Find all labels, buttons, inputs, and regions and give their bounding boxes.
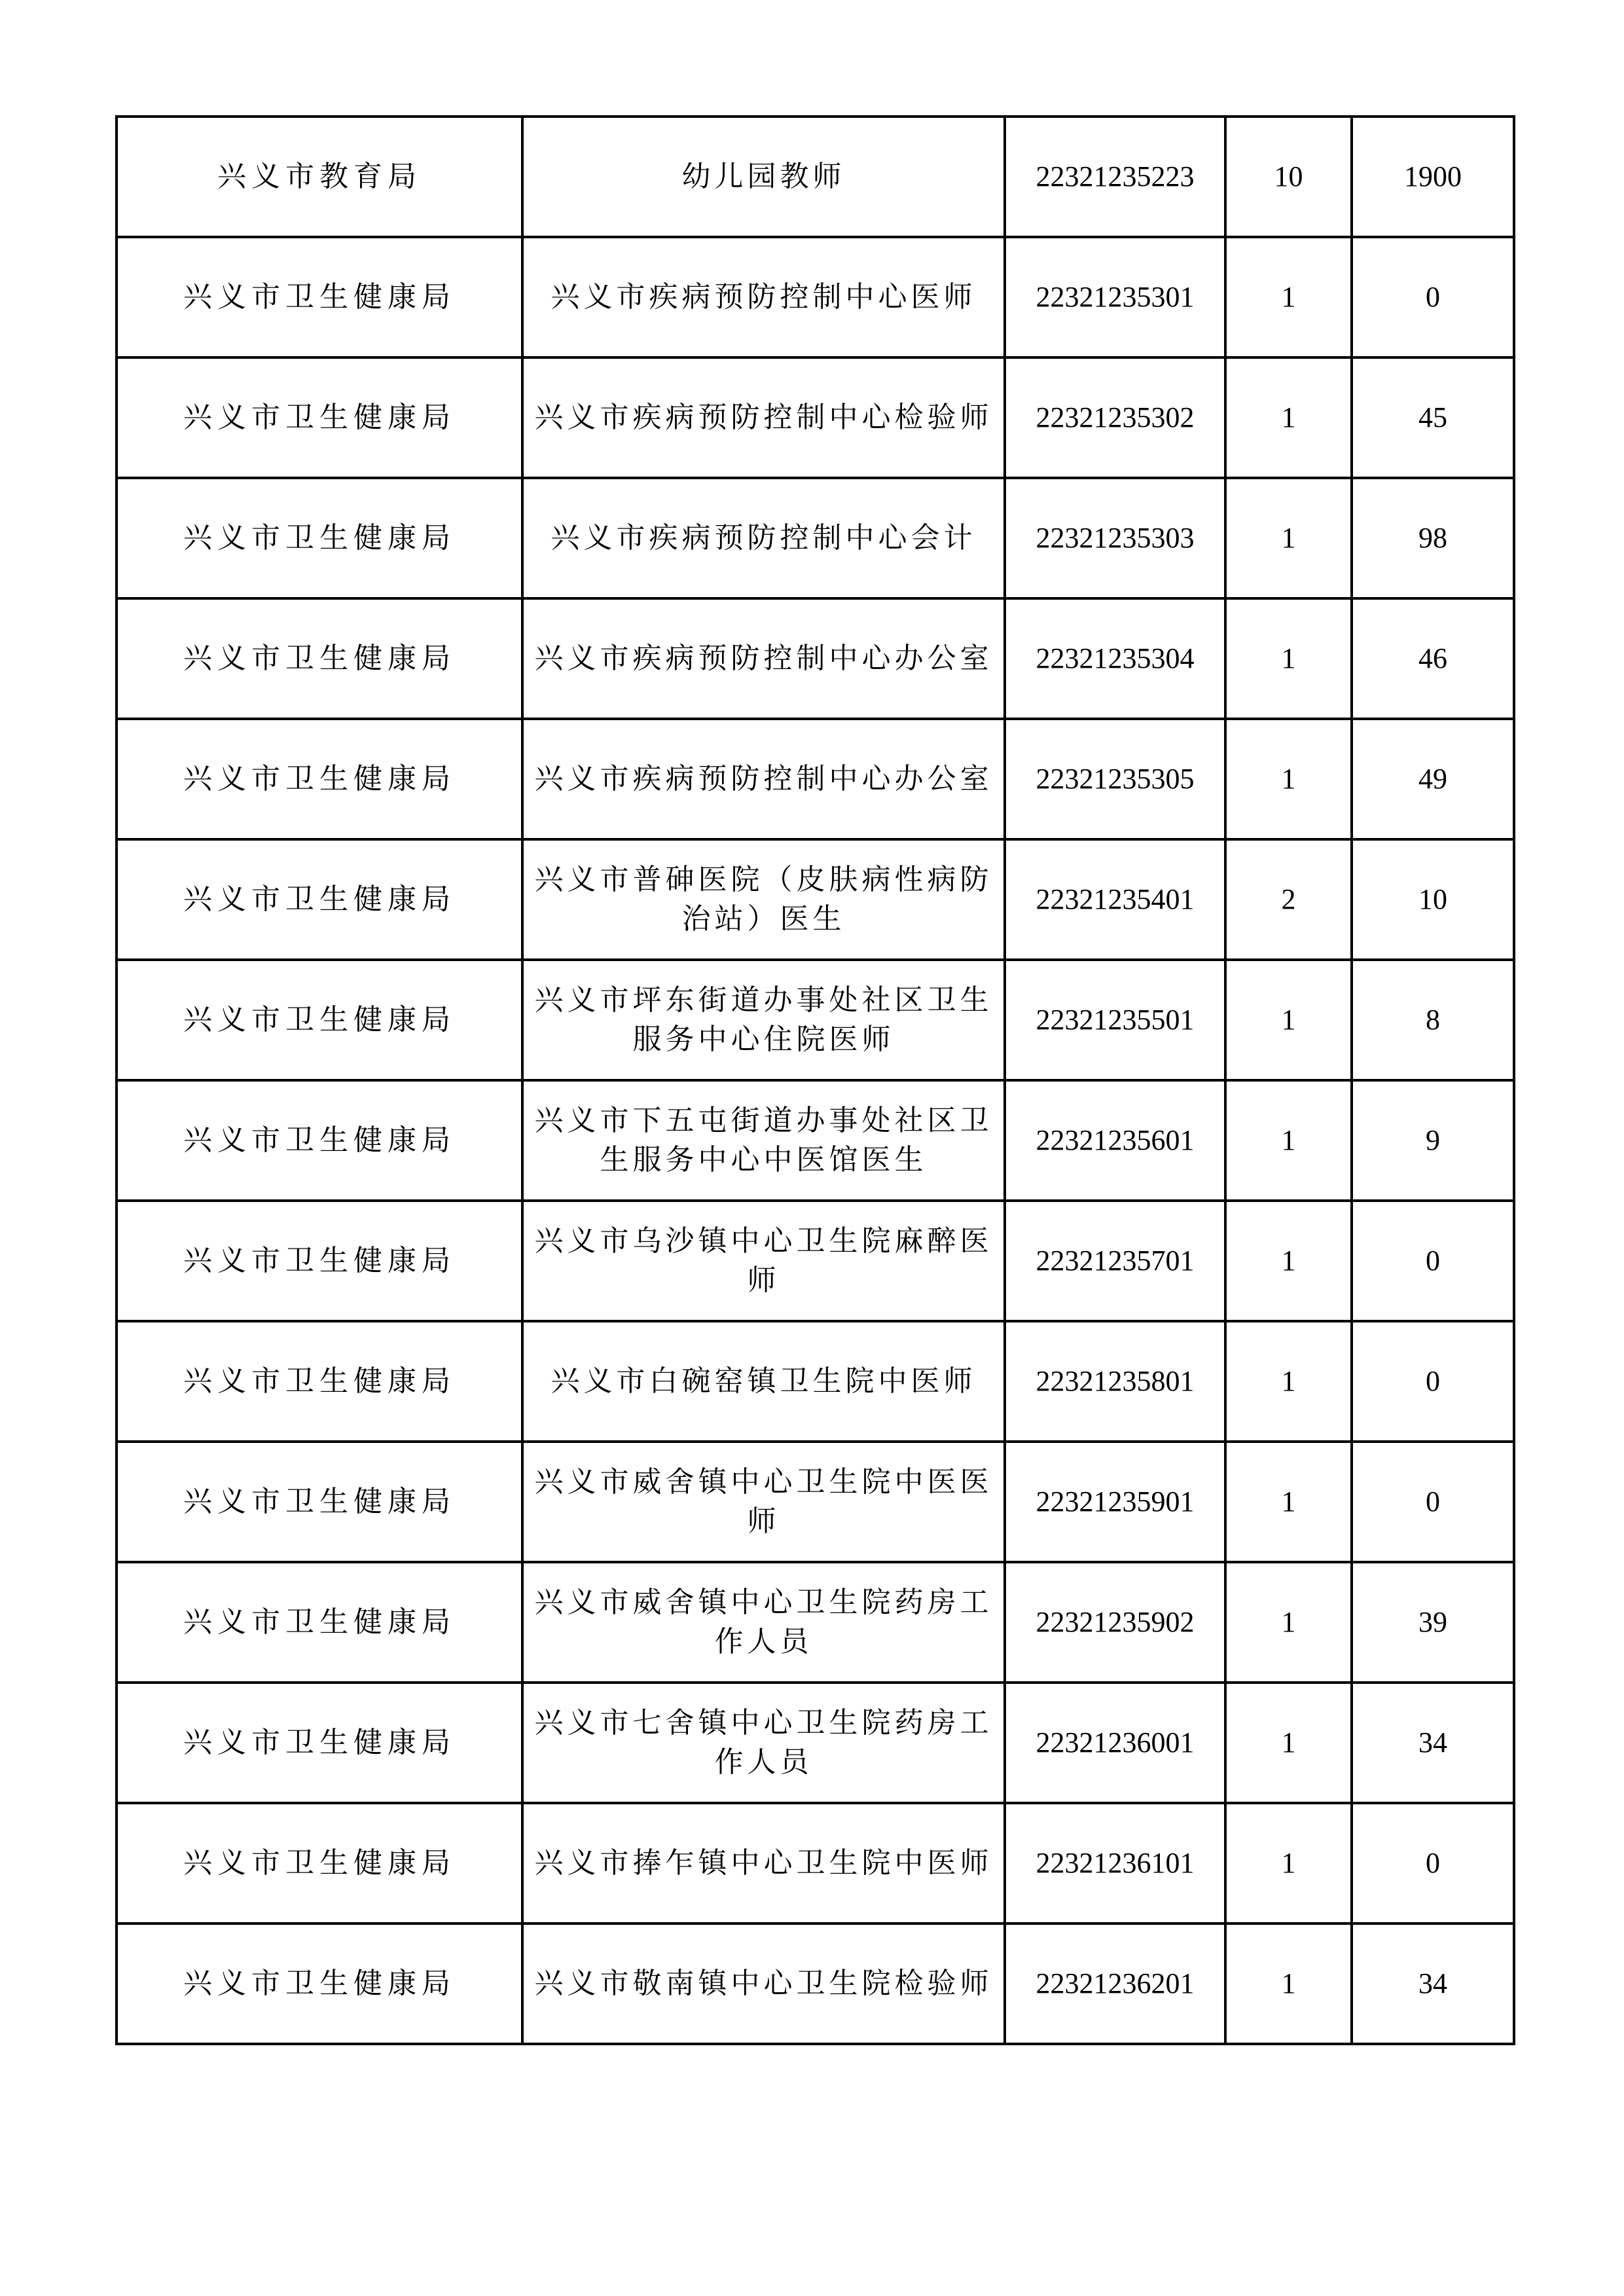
department-cell: 兴义市卫生健康局: [117, 357, 522, 478]
position-cell: 兴义市普砷医院（皮肤病性病防治站）医生: [522, 839, 1005, 960]
position-code-cell: 22321235301: [1005, 237, 1225, 357]
table-row: [117, 598, 1514, 719]
department-cell: 兴义市卫生健康局: [117, 598, 522, 719]
position-code-cell: 22321235305: [1005, 719, 1225, 839]
position-cell: 兴义市疾病预防控制中心医师: [522, 237, 1005, 357]
position-cell: 兴义市捧乍镇中心卫生院中医师: [522, 1803, 1005, 1923]
table-row: [117, 1803, 1514, 1923]
position-code-cell: 22321236101: [1005, 1803, 1225, 1923]
position-code-cell: 22321235701: [1005, 1201, 1225, 1321]
table-row: [117, 237, 1514, 357]
applicant-count-cell: 34: [1352, 1923, 1514, 2044]
quota-cell: 1: [1225, 1683, 1352, 1803]
position-code-cell: 22321235901: [1005, 1442, 1225, 1562]
position-code-cell: 22321235401: [1005, 839, 1225, 960]
department-cell: 兴义市卫生健康局: [117, 237, 522, 357]
table-row: [117, 478, 1514, 598]
position-cell: 兴义市坪东街道办事处社区卫生服务中心住院医师: [522, 960, 1005, 1080]
table-row: [117, 1321, 1514, 1442]
quota-cell: 2: [1225, 839, 1352, 960]
position-cell: 兴义市疾病预防控制中心检验师: [522, 357, 1005, 478]
department-cell: 兴义市卫生健康局: [117, 1442, 522, 1562]
quota-cell: 1: [1225, 1080, 1352, 1201]
applicant-count-cell: 10: [1352, 839, 1514, 960]
applicant-count-cell: 34: [1352, 1683, 1514, 1803]
applicant-count-cell: 0: [1352, 1321, 1514, 1442]
position-cell: 兴义市七舍镇中心卫生院药房工作人员: [522, 1683, 1005, 1803]
position-cell: 兴义市威舍镇中心卫生院药房工作人员: [522, 1562, 1005, 1683]
position-cell: 兴义市白碗窑镇卫生院中医师: [522, 1321, 1005, 1442]
quota-cell: 1: [1225, 478, 1352, 598]
position-cell: 兴义市疾病预防控制中心会计: [522, 478, 1005, 598]
applicant-count-cell: 45: [1352, 357, 1514, 478]
quota-cell: 1: [1225, 1321, 1352, 1442]
department-cell: 兴义市卫生健康局: [117, 719, 522, 839]
recruitment-table: [115, 115, 1515, 2045]
position-cell: 兴义市下五屯街道办事处社区卫生服务中心中医馆医生: [522, 1080, 1005, 1201]
department-cell: 兴义市卫生健康局: [117, 960, 522, 1080]
quota-cell: 1: [1225, 1803, 1352, 1923]
position-code-cell: 22321236201: [1005, 1923, 1225, 2044]
quota-cell: 1: [1225, 1442, 1352, 1562]
table-row: [117, 357, 1514, 478]
position-code-cell: 22321235601: [1005, 1080, 1225, 1201]
table-row: [117, 1562, 1514, 1683]
quota-cell: 1: [1225, 598, 1352, 719]
applicant-count-cell: 1900: [1352, 117, 1514, 237]
position-cell: 兴义市乌沙镇中心卫生院麻醉医师: [522, 1201, 1005, 1321]
position-code-cell: 22321235302: [1005, 357, 1225, 478]
applicant-count-cell: 46: [1352, 598, 1514, 719]
table-row: [117, 1442, 1514, 1562]
department-cell: 兴义市卫生健康局: [117, 1803, 522, 1923]
department-cell: 兴义市卫生健康局: [117, 1080, 522, 1201]
position-cell: 幼儿园教师: [522, 117, 1005, 237]
position-code-cell: 22321235902: [1005, 1562, 1225, 1683]
quota-cell: 1: [1225, 1562, 1352, 1683]
position-cell: 兴义市敬南镇中心卫生院检验师: [522, 1923, 1005, 2044]
quota-cell: 10: [1225, 117, 1352, 237]
department-cell: 兴义市卫生健康局: [117, 1683, 522, 1803]
applicant-count-cell: 0: [1352, 1442, 1514, 1562]
table-body: [117, 117, 1514, 2044]
department-cell: 兴义市卫生健康局: [117, 1923, 522, 2044]
department-cell: 兴义市卫生健康局: [117, 839, 522, 960]
applicant-count-cell: 8: [1352, 960, 1514, 1080]
applicant-count-cell: 98: [1352, 478, 1514, 598]
position-code-cell: 22321235304: [1005, 598, 1225, 719]
table-row: [117, 719, 1514, 839]
position-cell: 兴义市疾病预防控制中心办公室: [522, 719, 1005, 839]
table-row: [117, 839, 1514, 960]
applicant-count-cell: 49: [1352, 719, 1514, 839]
position-cell: 兴义市威舍镇中心卫生院中医医师: [522, 1442, 1005, 1562]
department-cell: 兴义市卫生健康局: [117, 1562, 522, 1683]
table-row: [117, 117, 1514, 237]
position-cell: 兴义市疾病预防控制中心办公室: [522, 598, 1005, 719]
department-cell: 兴义市教育局: [117, 117, 522, 237]
department-cell: 兴义市卫生健康局: [117, 1321, 522, 1442]
applicant-count-cell: 9: [1352, 1080, 1514, 1201]
table-row: [117, 960, 1514, 1080]
position-code-cell: 22321235303: [1005, 478, 1225, 598]
department-cell: 兴义市卫生健康局: [117, 1201, 522, 1321]
applicant-count-cell: 0: [1352, 237, 1514, 357]
table-row: [117, 1080, 1514, 1201]
position-code-cell: 22321235801: [1005, 1321, 1225, 1442]
applicant-count-cell: 0: [1352, 1201, 1514, 1321]
quota-cell: 1: [1225, 357, 1352, 478]
applicant-count-cell: 39: [1352, 1562, 1514, 1683]
quota-cell: 1: [1225, 237, 1352, 357]
quota-cell: 1: [1225, 960, 1352, 1080]
position-code-cell: 22321235223: [1005, 117, 1225, 237]
department-cell: 兴义市卫生健康局: [117, 478, 522, 598]
quota-cell: 1: [1225, 1201, 1352, 1321]
applicant-count-cell: 0: [1352, 1803, 1514, 1923]
position-code-cell: 22321235501: [1005, 960, 1225, 1080]
table-row: [117, 1201, 1514, 1321]
quota-cell: 1: [1225, 1923, 1352, 2044]
position-code-cell: 22321236001: [1005, 1683, 1225, 1803]
quota-cell: 1: [1225, 719, 1352, 839]
table-row: [117, 1683, 1514, 1803]
table-row: [117, 1923, 1514, 2044]
